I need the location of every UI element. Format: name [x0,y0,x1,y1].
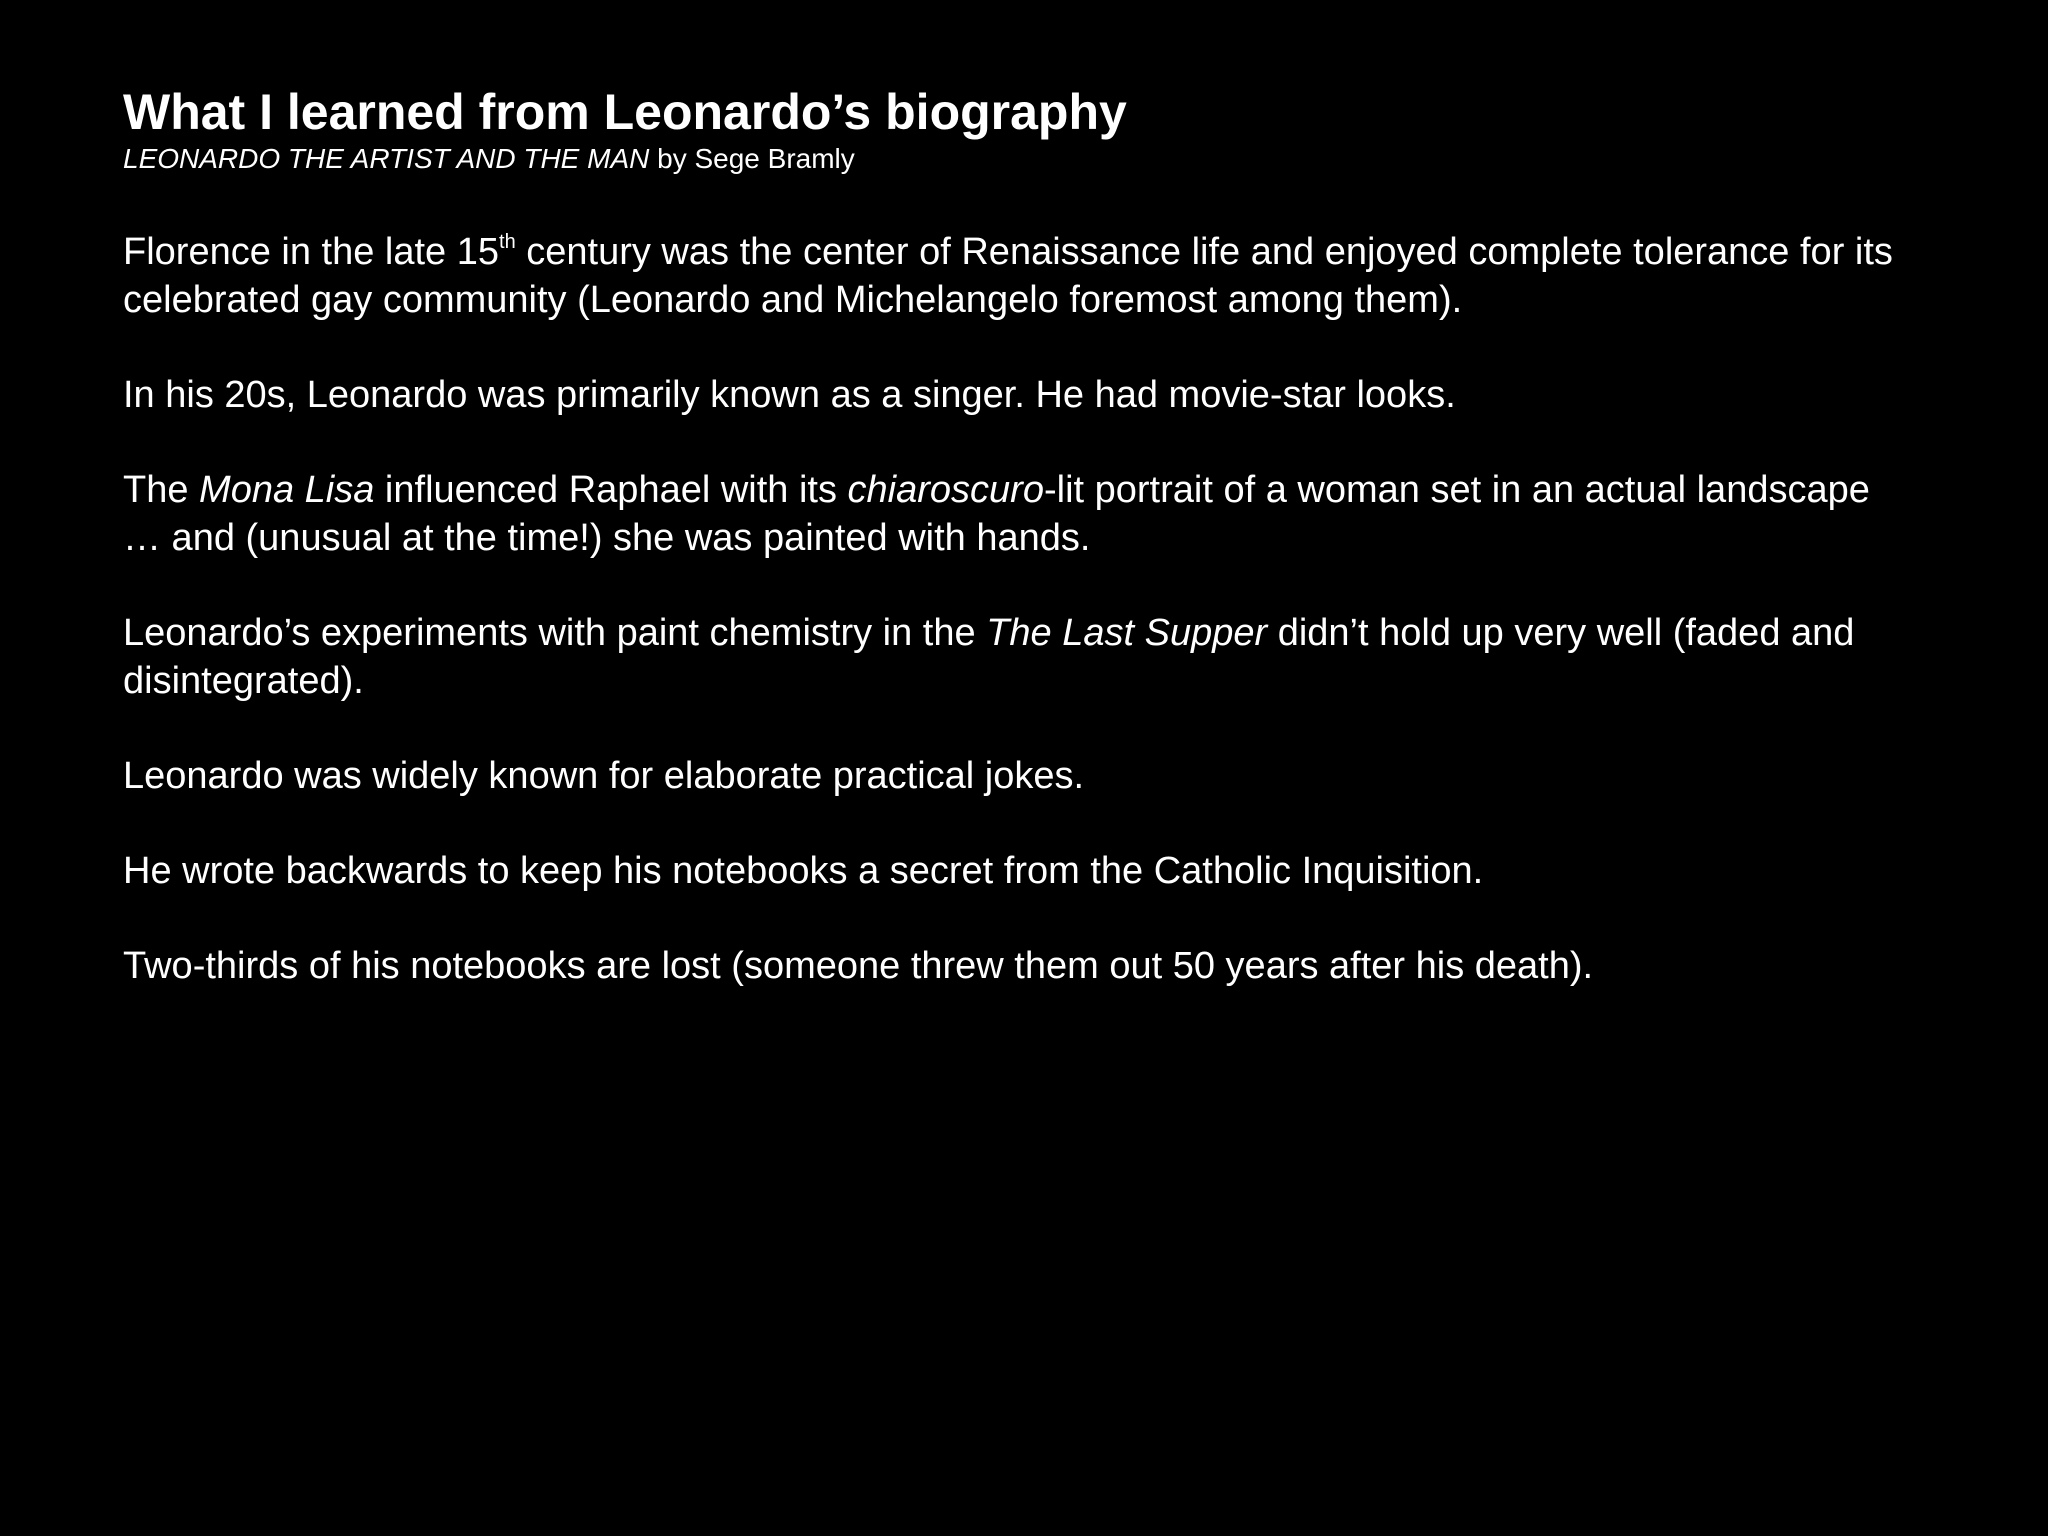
paragraph-florence-part-1: Florence in the late 15 [123,231,500,273]
paragraph-mona-lisa-part-3: -lit portrait of a woman set in an actual landscape … and (unusual at the time!) she was painted with hands. [123,469,1870,559]
paragraph-last-supper-part-2: didn’t hold up very well (faded and disintegrated). [123,612,1855,702]
book-title: LEONARDO THE ARTIST AND THE MAN [123,143,650,174]
paragraph-florence [123,228,1913,324]
chiaroscuro-term: chiaroscuro [847,469,1044,511]
paragraph-last-supper [123,609,1913,705]
slide-subtitle [123,142,1923,176]
paragraph-florence-part-2: century was the center of Renaissance life and enjoyed complete tolerance for its celebrated gay community (Leonardo and Michelangelo foremost among them). [123,231,1893,321]
paragraph-backwards: He wrote backwards to keep his notebooks a secret from the Catholic Inquisition. [123,850,1484,892]
paragraph-jokes: Leonardo was widely known for elaborate practical jokes. [123,755,1085,797]
paragraph-notebooks-lost: Two-thirds of his notebooks are lost (someone threw them out 50 years after his death). [123,945,1594,987]
paragraph-mona-lisa-part-2: influenced Raphael with its [374,469,848,511]
slide-body [123,228,1923,990]
paragraph-mona-lisa-part-1: The [123,469,200,511]
book-author: by Sege Bramly [649,143,855,174]
paragraph-singer: In his 20s, Leonardo was primarily known as a singer. He had movie-star looks. [123,374,1456,416]
paragraph-mona-lisa [123,466,1913,562]
last-supper-title: The Last Supper [986,612,1268,654]
mona-lisa-title: Mona Lisa [199,469,375,511]
slide [123,82,1923,1037]
paragraph-last-supper-part-1: Leonardo’s experiments with paint chemistry in the [123,612,987,654]
slide-title: What I learned from Leonardo’s biography [123,84,1127,140]
superscript-th: th [499,231,516,253]
